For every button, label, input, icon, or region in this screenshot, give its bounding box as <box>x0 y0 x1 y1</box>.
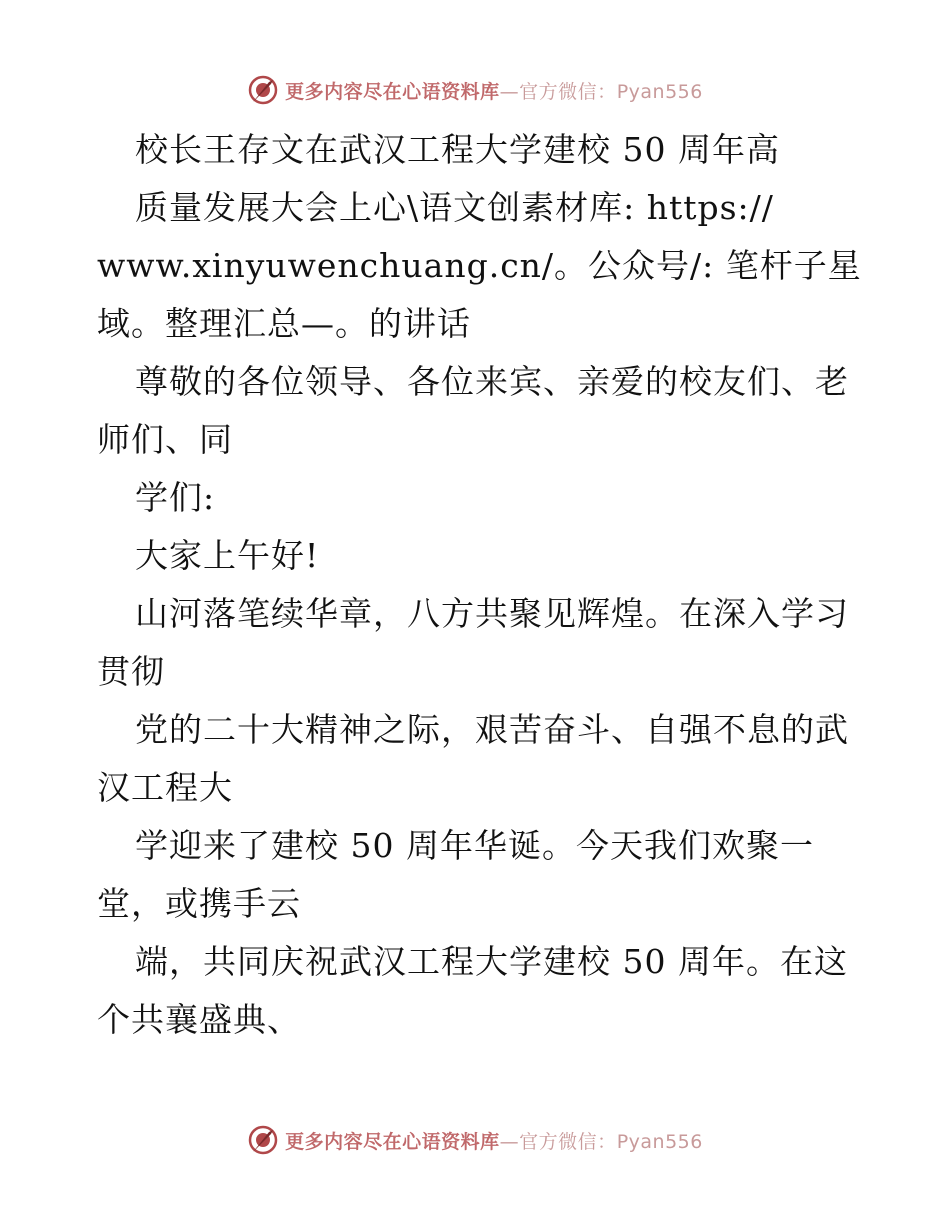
paragraph-line: 贯彻 <box>97 652 165 691</box>
footer-site-text: 更多内容尽在心语资料库 <box>285 1130 500 1153</box>
quill-logo-icon <box>247 74 279 106</box>
paragraph-line: 堂，或携手云 <box>97 884 301 923</box>
title-line-3: www.xinyuwenchuang.cn/。公众号/: 笔杆子星 <box>97 246 862 285</box>
footer-banner <box>0 1120 950 1160</box>
header-banner-inner <box>247 74 703 106</box>
paragraph-line: 个共襄盛典、 <box>97 1000 301 1039</box>
footer-banner-inner <box>247 1124 703 1156</box>
paragraph-line: 端，共同庆祝武汉工程大学建校 50 周年。在这 <box>135 942 848 981</box>
header-banner-text <box>285 77 703 104</box>
paragraph-line: 山河落笔续华章，八方共聚见辉煌。在深入学习 <box>135 594 849 633</box>
paragraph-line: 学们: <box>135 478 216 517</box>
header-banner <box>0 70 950 110</box>
quill-logo-icon <box>247 1124 279 1156</box>
footer-wechat-text: 官方微信： <box>519 1130 617 1153</box>
title-line-2: 质量发展大会上心\语文创素材库: https:// <box>135 188 774 227</box>
title-line-1: 校长王存文在武汉工程大学建校 50 周年高 <box>135 130 780 169</box>
paragraph-line: 学迎来了建校 50 周年华诞。今天我们欢聚一 <box>135 826 814 865</box>
paragraph-line: 汉工程大 <box>97 768 233 807</box>
paragraph-line: 师们、同 <box>97 420 233 459</box>
footer-dash: — <box>499 1130 520 1153</box>
paragraph-line: 党的二十大精神之际，艰苦奋斗、自强不息的武 <box>135 710 849 749</box>
title-line-4: 域。整理汇总—。的讲话 <box>97 304 471 343</box>
footer-wechat-id: Pyan556 <box>616 1130 703 1153</box>
header-wechat-id: Pyan556 <box>616 80 703 103</box>
header-wechat-text: 官方微信： <box>519 80 617 103</box>
header-dash: — <box>499 80 520 103</box>
paragraph-line: 大家上午好! <box>135 536 320 575</box>
paragraph-line: 尊敬的各位领导、各位来宾、亲爱的校友们、老 <box>135 362 849 401</box>
footer-banner-text <box>285 1127 703 1154</box>
header-site-text: 更多内容尽在心语资料库 <box>285 80 500 103</box>
